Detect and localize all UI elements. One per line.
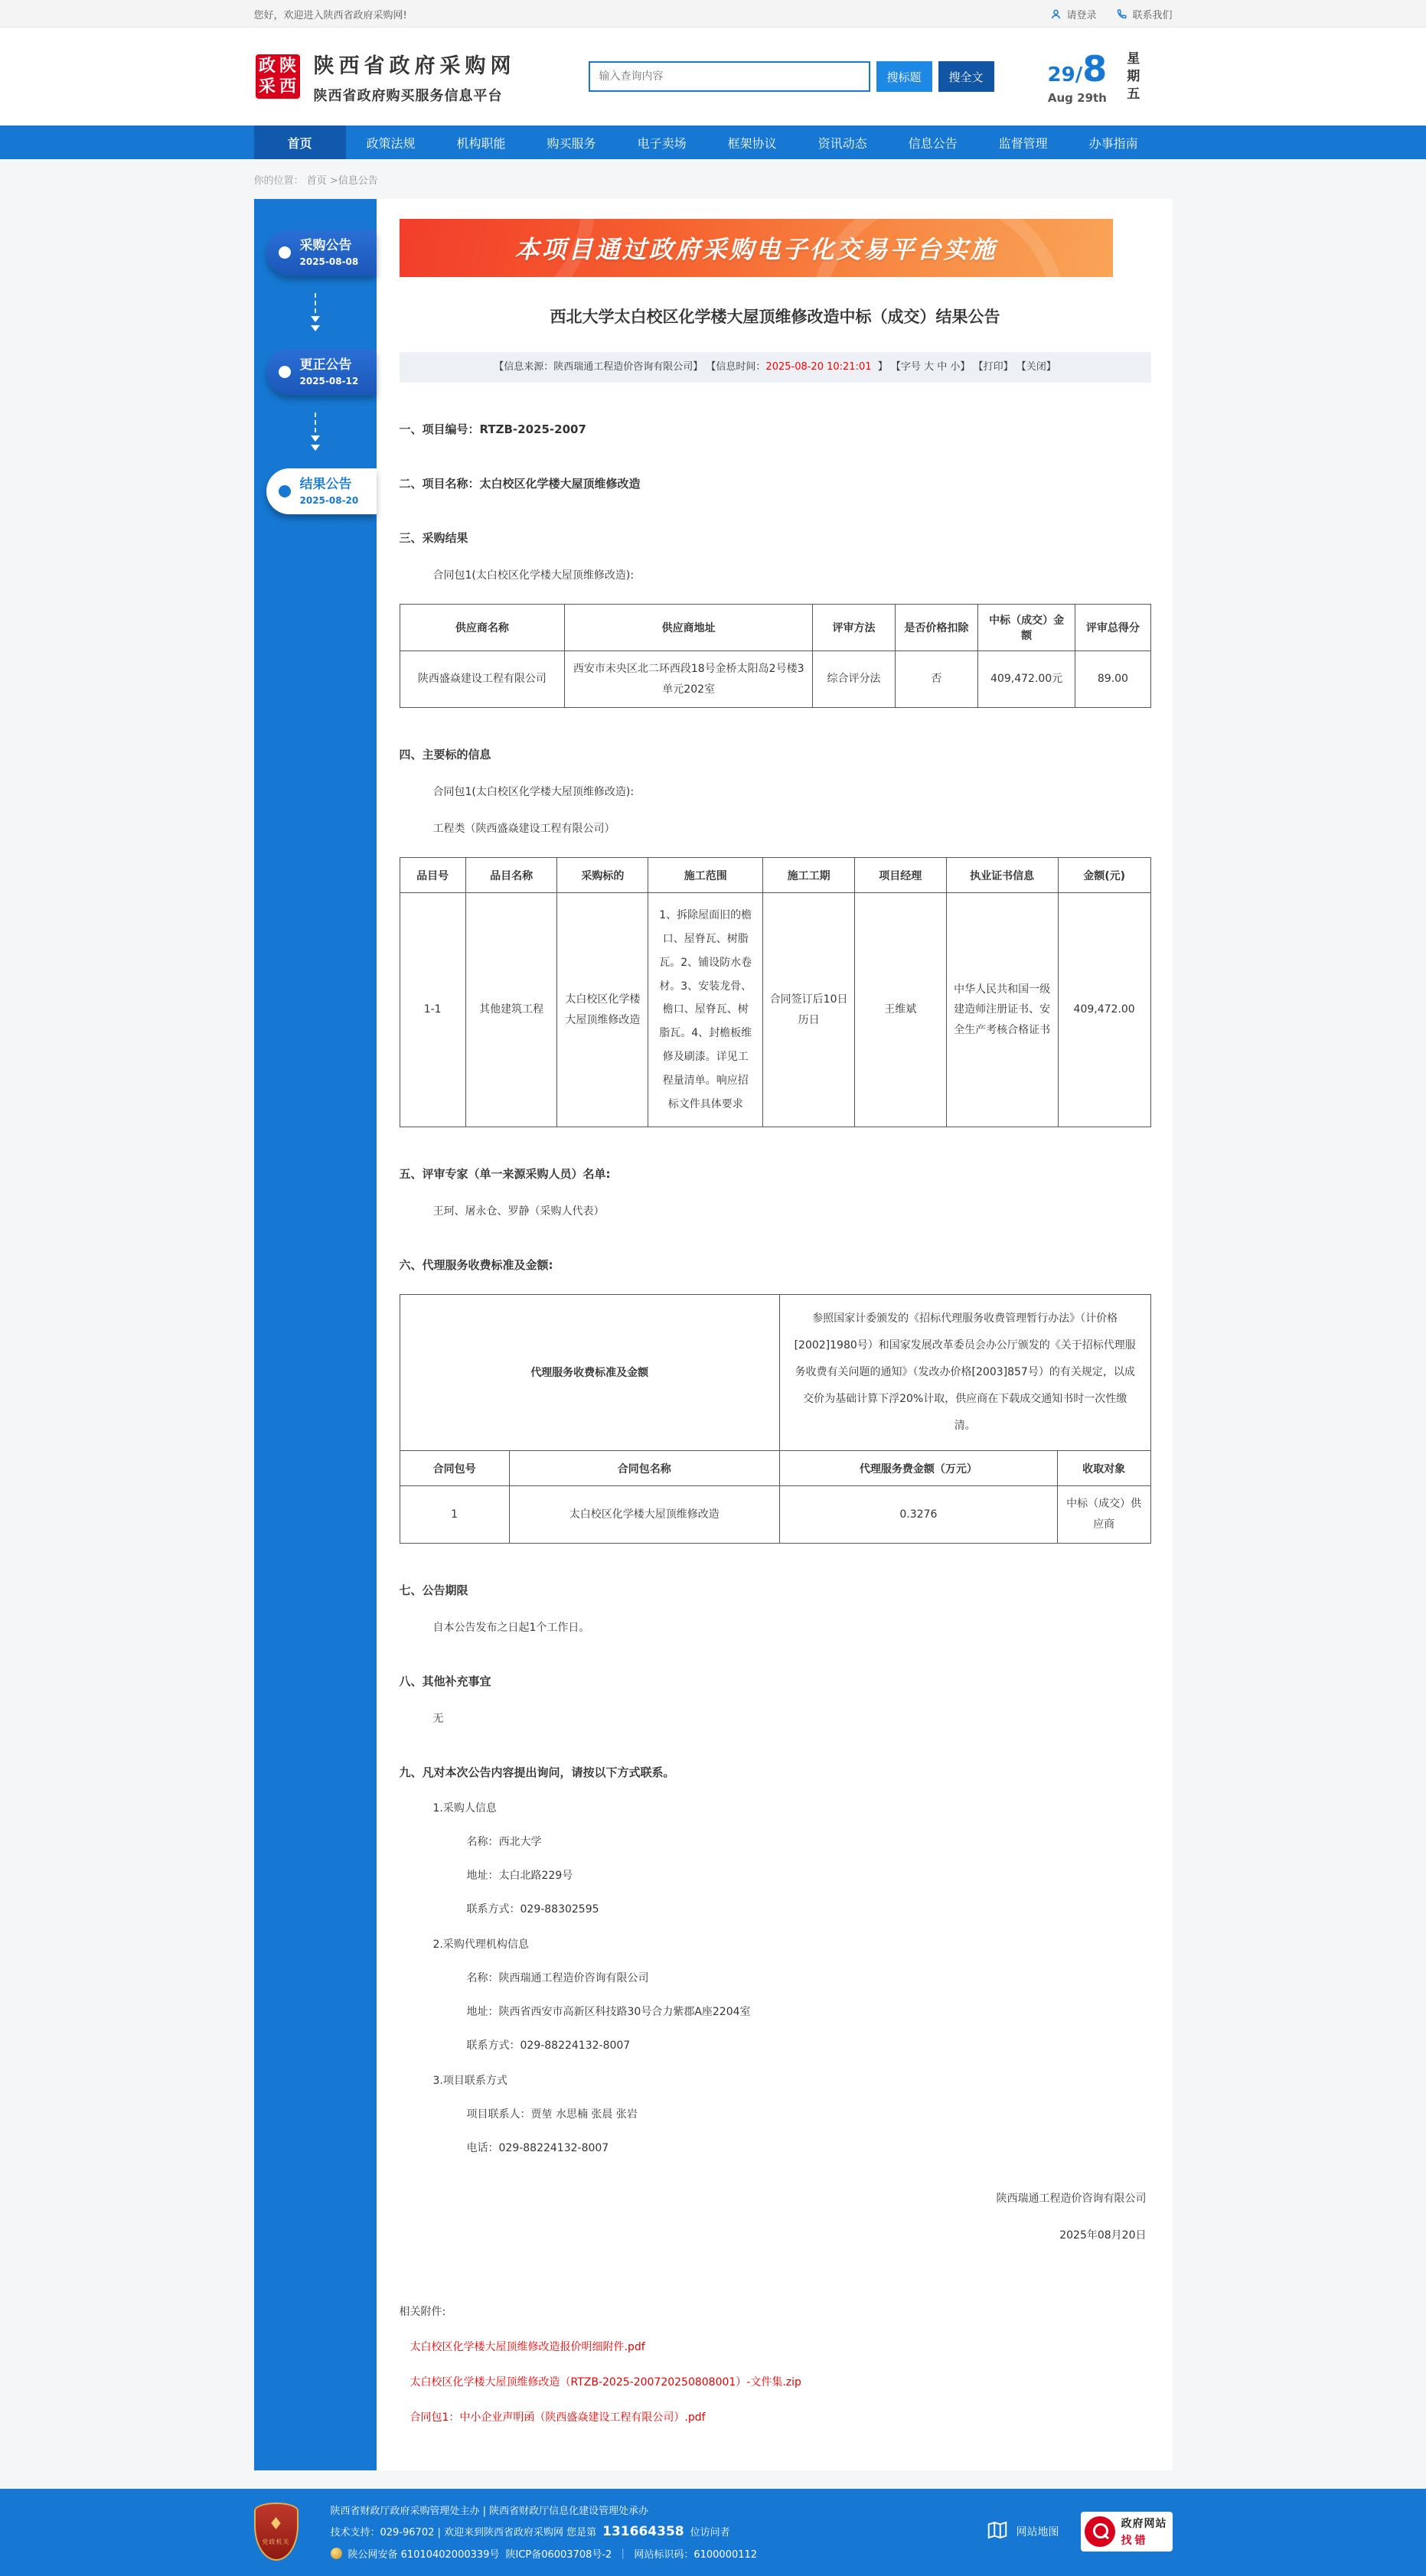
site-code: 网站标识码：6100000112 [634,2548,758,2561]
nav-item-announcements[interactable]: 信息公告 [908,135,958,151]
item-name: 其他建筑工程 [465,893,557,1127]
contract-package-number: 1 [400,1486,509,1543]
attachments-section [400,2304,1151,2424]
section-procurement-result: 三、采购结果 [399,531,468,545]
supplier-name: 陕西盛焱建设工程有限公司 [400,651,565,708]
login-link[interactable]: 请登录 [1050,7,1096,21]
breadcrumb-current-link[interactable]: 信息公告 [338,174,378,187]
purchaser-address: 地址：太白北路229号 [466,1869,573,1882]
review-score: 89.00 [1075,651,1150,708]
announcement-timeline-sidebar [254,199,377,2470]
nav-item-policies[interactable]: 政策法规 [366,135,416,151]
table-header-row: 合同包号 合同包名称 代理服务费金额（万元） 收取对象 [400,1451,1150,1486]
topbar [0,0,1426,28]
timeline-dot [279,366,291,378]
table-row [400,1486,1150,1543]
table-row [400,893,1150,1127]
purchaser-phone: 联系方式：029-88302595 [466,1903,599,1916]
section-other-matters: 八、其他补充事宜 [399,1674,491,1688]
construction-period: 合同签订后10日历日 [763,893,855,1127]
attachment-link-sme-declaration-pdf[interactable]: 合同包1：中小企业声明函（陕西盛焱建设工程有限公司）.pdf [410,2411,706,2424]
section-agency-fee: 六、代理服务收费标准及金额: [399,1258,553,1273]
agency-fee-label: 代理服务收费标准及金额 [400,1295,779,1451]
article-meta-bar: 【信息来源：陕西瑞通工程造价咨询有限公司】 【信息时间：2025-08-20 10:21:01 】 【字号 大 中 小】 【打印】 【关闭】 [400,352,1151,383]
fontsize-large-link[interactable]: 大 [924,361,935,373]
platform-banner [400,219,1113,277]
map-icon [986,2519,1009,2545]
banner-text: 本项目通过政府采购电子化交易平台实施 [514,235,997,264]
other-matters-value: 无 [432,1712,444,1725]
supplier-result-table [400,604,1151,708]
public-security-filing-link[interactable]: 陕公网安备 61010402000339号 [348,2548,500,2561]
expert-names: 王珂、屠永仓、罗静（采购人代表） [432,1205,605,1218]
table-row [400,651,1150,708]
search-fulltext-button[interactable]: 搜全文 [938,61,994,92]
contract-package-name: 太白校区化学楼大屋顶维修改造 [509,1486,779,1543]
footer-organizer-line: 陕西省财政厅政府采购管理处主办 | 陕西省财政厅信息化建设管理处承办 [330,2505,649,2517]
agency-phone: 联系方式：029-88224132-8007 [466,2039,631,2052]
article-panel [377,199,1173,2470]
police-badge-icon [331,2548,342,2559]
fee-payer: 中标（成交）供应商 [1057,1486,1150,1543]
timeline-step-correction-announcement[interactable]: 更正公告 2025-08-12 [266,349,377,395]
article-title: 西北大学太白校区化学楼大屋顶维修改造中标（成交）结果公告 [550,308,1000,326]
sitemap-link[interactable]: 网站地图 [986,2519,1059,2545]
visitor-count: 131664358 [602,2523,684,2539]
procurement-subject: 太白校区化学楼大屋顶维修改造 [557,893,648,1127]
nav-item-guide[interactable]: 办事指南 [1088,135,1138,151]
subject-detail-table [400,857,1151,1127]
fontsize-small-link[interactable]: 小 [950,361,961,373]
section-project-number: 一、项目编号：RTZB-2025-2007 [399,422,586,436]
search-box [589,61,994,92]
project-contact-persons: 项目联系人：贾堃 水思楠 张晨 张岩 [466,2108,638,2121]
table-header-row: 品目号 品目名称 采购标的 施工范围 施工工期 项目经理 执业证书信息 金额(元) [400,858,1150,893]
date-english: Aug 29th [1047,91,1107,105]
timeline-arrow-down-icon [254,395,377,468]
signature-date: 2025年08月20日 [1059,2229,1147,2242]
price-deduction: 否 [895,651,977,708]
signature-company: 陕西瑞通工程造价咨询有限公司 [996,2192,1147,2205]
project-contact-phone: 电话：029-88224132-8007 [466,2141,609,2154]
site-name: 陕西省政府采购网 [313,54,516,78]
footer-support-text: 技术支持：029-96702 | 欢迎来到陕西省政府采购网 您是第 [330,2527,597,2539]
review-method: 综合评分法 [813,651,896,708]
info-source: 【信息来源：陕西瑞通工程造价咨询有限公司】 [494,361,703,373]
agency-info-title: 2.采购代理机构信息 [432,1938,529,1951]
timeline-dot [279,246,291,259]
project-number: RTZB-2025-2007 [479,422,586,436]
timeline-step-result-announcement[interactable]: 结果公告 2025-08-20 [266,468,377,514]
project-category-note: 工程类（陕西盛焱建设工程有限公司） [432,823,615,836]
signature-block [400,2190,1151,2242]
project-name: 太白校区化学楼大屋顶维修改造 [479,477,641,491]
site-logo: 政 陕 采 西 [254,53,302,100]
item-number: 1-1 [400,893,465,1127]
fontsize-medium-link[interactable]: 中 [937,361,948,373]
nav-item-emall[interactable]: 电子卖场 [637,135,687,151]
agency-name: 名称：陕西瑞通工程造价咨询有限公司 [466,1971,649,1984]
gov-site-error-report-badge[interactable]: 政府网站 找错 [1081,2512,1173,2552]
section-main-subject-info: 四、主要标的信息 [399,748,491,762]
project-manager: 王维斌 [854,893,946,1127]
amount: 409,472.00 [1058,893,1150,1127]
timeline-arrow-down-icon [254,276,377,349]
print-link[interactable]: 【打印】 [973,361,1013,373]
info-time: 2025-08-20 10:21:01 [765,361,872,373]
search-input[interactable] [589,61,870,92]
contract-package-note: 合同包1(太白校区化学楼大屋顶维修改造): [432,786,635,799]
contract-package-note: 合同包1(太白校区化学楼大屋顶维修改造): [432,569,635,582]
nav-item-news[interactable]: 资讯动态 [817,135,867,151]
table-header-row: 供应商名称 供应商地址 评审方法 是否价格扣除 中标（成交）金额 评审总得分 [400,605,1150,651]
site-footer: ♦ 党政机关 陕西省财政厅政府采购管理处主办 | 陕西省财政厅信息化建设管理处承办 技术支持：029-96702 | 欢迎来到陕西省政府采购网 您是第 131664358 位访问者 陕公网安备 61010402000339号 陕ICP备06003708号-2 ｜ 网站标识码：6100000112 网站地图 政府网站 找错 [0,2489,1426,2576]
weekday-label: 星 期 五 [1127,51,1140,102]
purchaser-name: 名称：西北大学 [466,1835,542,1848]
section-review-experts: 五、评审专家（单一来源采购人员）名单: [399,1167,611,1182]
welcome-text: 您好，欢迎进入陕西省政府采购网! [253,9,407,21]
project-contact-title: 3.项目联系方式 [432,2074,507,2087]
magnifier-icon [1085,2516,1115,2547]
search-title-button[interactable]: 搜标题 [876,61,932,92]
contact-link[interactable]: 联系我们 [1116,7,1172,21]
site-header [0,28,1426,126]
party-government-emblem-icon: ♦ 党政机关 [254,2503,299,2561]
attachment-link-fileset-zip[interactable]: 太白校区化学楼大屋顶维修改造（RTZB-2025-200720250808001）-文件集.zip [410,2375,801,2389]
announcement-period-value: 自本公告发布之日起1个工作日。 [432,1621,590,1634]
attachment-link-quotation-pdf[interactable]: 太白校区化学楼大屋顶维修改造报价明细附件.pdf [410,2340,645,2353]
section-announcement-period: 七、公告期限 [399,1583,468,1597]
nav-item-supervision[interactable]: 监督管理 [998,135,1048,151]
phone-icon [1116,8,1127,20]
icp-filing-link[interactable]: 陕ICP备06003708号-2 [505,2548,612,2561]
nav-item-framework[interactable]: 框架协议 [727,135,777,151]
certificate-info: 中华人民共和国一级建造师注册证书、安全生产考核合格证书 [946,893,1058,1127]
supplier-address: 西安市未央区北二环西段18号金桥太阳岛2号楼3单元202室 [565,651,813,708]
agency-fee-amount: 0.3276 [779,1486,1057,1543]
agency-fee-table [400,1294,1151,1543]
date-month: 8 [1082,48,1108,90]
section-contact-info: 九、凡对本次公告内容提出询问，请按以下方式联系。 [399,1765,675,1779]
agency-fee-description: 参照国家计委颁发的《招标代理服务收费管理暂行办法》（计价格[2002]1980号）和国家发展改革委员会办公厅颁发的《关于招标代理服务收费有关问题的通知》（发改办价格[2003]857号）的有关规定，以成交价为基础计算下浮20%计取，供应商在下载成交通知书时一次性缴清。 [779,1295,1150,1451]
close-link[interactable]: 【关闭】 [1016,361,1056,373]
timeline-step-procurement-announcement[interactable]: 采购公告 2025-08-08 [266,230,377,276]
agency-address: 地址：陕西省西安市高新区科技路30号合力紫郡A座2204室 [466,2005,751,2018]
nav-item-home[interactable]: 首页 [254,126,346,159]
timeline-dot [279,485,291,497]
site-subtitle: 陕西省政府购买服务信息平台 [313,87,503,104]
breadcrumb-home-link[interactable]: 首页 [306,174,327,187]
nav-item-functions[interactable]: 机构职能 [456,135,506,151]
nav-item-purchase-services[interactable]: 购买服务 [547,135,596,151]
section-project-name: 二、项目名称：太白校区化学楼大屋顶维修改造 [399,477,641,491]
user-icon [1050,8,1062,20]
purchaser-info-title: 1.采购人信息 [432,1802,497,1815]
breadcrumb: 你的位置： 首页 >信息公告 [253,174,378,187]
main-nav [0,126,1426,159]
attachments-title: 相关附件: [399,2305,446,2318]
date-widget: 29/8 Aug 29th 星 期 五 [1047,48,1140,105]
date-day: 29 [1047,64,1075,86]
award-amount: 409,472.00元 [977,651,1075,708]
table-row [400,1295,1150,1451]
construction-scope: 1、拆除屋面旧的檐口、屋脊瓦、树脂瓦。2、铺设防水卷材。3、安装龙骨、檐口、屋脊瓦、树脂瓦。4、封檐板维修及刷漆。详见工程量清单。响应招标文件具体要求 [648,893,763,1127]
